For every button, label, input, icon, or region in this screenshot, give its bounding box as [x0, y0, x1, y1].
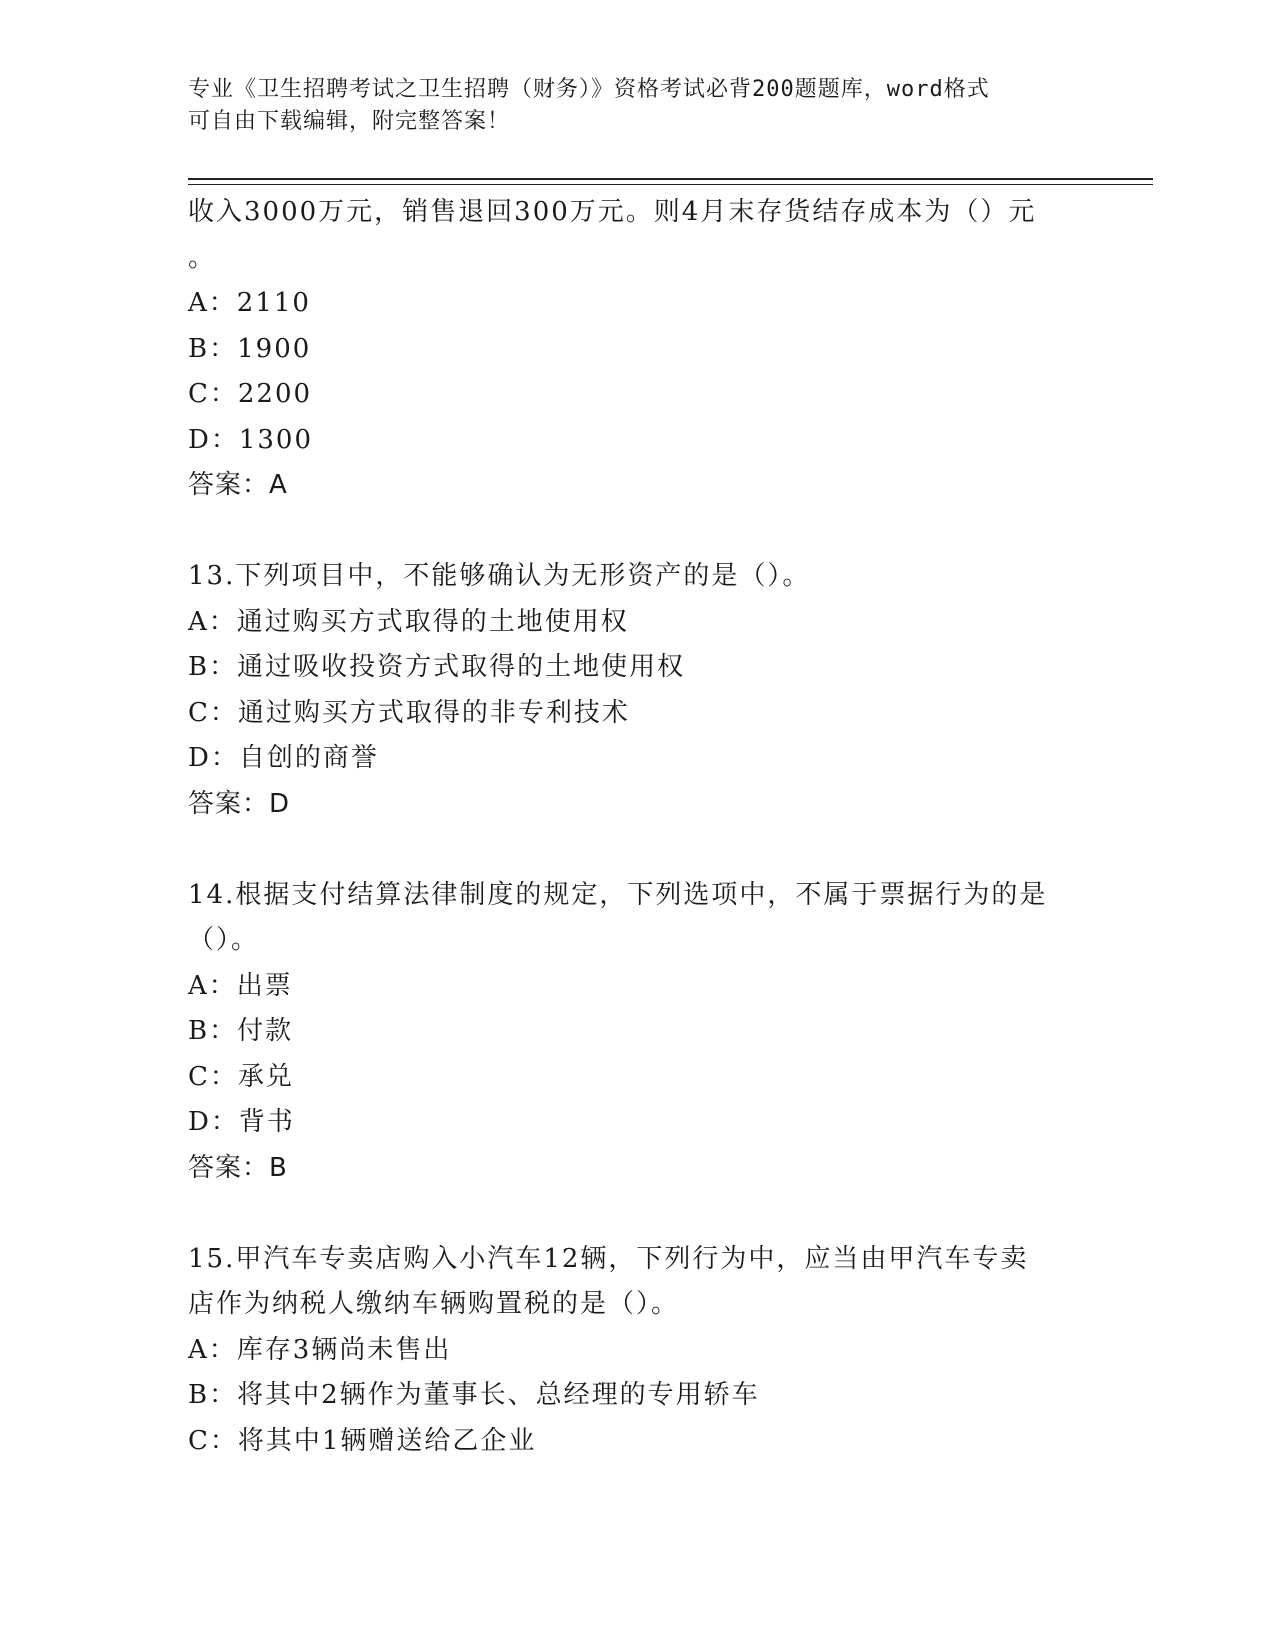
question-15-stem-line-2: 店作为纳税人缴纳车辆购置税的是（）。: [188, 1289, 680, 1319]
question-12-option-b: B：1900: [188, 333, 312, 364]
header-divider-thick: [188, 178, 1153, 180]
question-14-option-a: A：出票: [188, 970, 293, 1001]
question-12-option-d: D：1300: [188, 424, 314, 455]
question-12-stem-line-1: 收入3000万元，销售退回300万元。则4月末存货结存成本为（）元: [188, 197, 1037, 227]
question-14: [188, 873, 1088, 1192]
question-15-stem-line-1: 15.甲汽车专卖店购入小汽车12辆，下列行为中，应当由甲汽车专卖: [188, 1243, 1029, 1274]
question-13-stem: 13.下列项目中，不能够确认为无形资产的是（）。: [188, 561, 811, 591]
question-14-stem-line-1: 14.根据支付结算法律制度的规定，下列选项中，不属于票据行为的是: [188, 879, 1048, 910]
question-15: [188, 1237, 1088, 1465]
question-15-option-a: A：库存3辆尚未售出: [188, 1334, 452, 1365]
document-body: [188, 190, 1088, 1464]
header-divider-thin: [188, 184, 1153, 185]
question-13-option-c: C：通过购买方式取得的非专利技术: [188, 697, 630, 728]
question-13-option-b: B：通过吸收投资方式取得的土地使用权: [188, 652, 686, 682]
question-14-answer: 答案：B: [188, 1152, 288, 1183]
document-header: [188, 74, 1088, 138]
question-12: [188, 190, 1088, 509]
question-13-answer: 答案：D: [188, 788, 291, 819]
question-13-option-a: A：通过购买方式取得的土地使用权: [188, 606, 629, 637]
question-14-option-c: C：承兑: [188, 1061, 294, 1092]
question-12-answer: 答案：A: [188, 470, 288, 500]
question-13: [188, 554, 1088, 827]
question-13-option-d: D：自创的商誉: [188, 743, 379, 773]
question-12-option-a: A：2110: [188, 288, 311, 318]
question-12-stem-line-2: 。: [188, 242, 217, 273]
question-15-option-b: B：将其中2辆作为董事长、总经理的专用轿车: [188, 1380, 760, 1410]
question-14-option-d: D：背书: [188, 1107, 295, 1137]
question-spacer: [188, 509, 1088, 555]
question-14-option-b: B：付款: [188, 1016, 294, 1046]
question-14-stem-line-2: （）。: [188, 925, 260, 955]
question-15-option-c: C：将其中1辆赠送给乙企业: [188, 1425, 537, 1456]
header-title-line-1: 专业《卫生招聘考试之卫生招聘（财务）》资格考试必背200题题库，word格式: [188, 77, 990, 102]
header-title-line-2: 可自由下载编辑，附完整答案！: [188, 109, 511, 134]
question-spacer: [188, 827, 1088, 873]
question-spacer: [188, 1191, 1088, 1237]
question-12-option-c: C：2200: [188, 379, 313, 409]
